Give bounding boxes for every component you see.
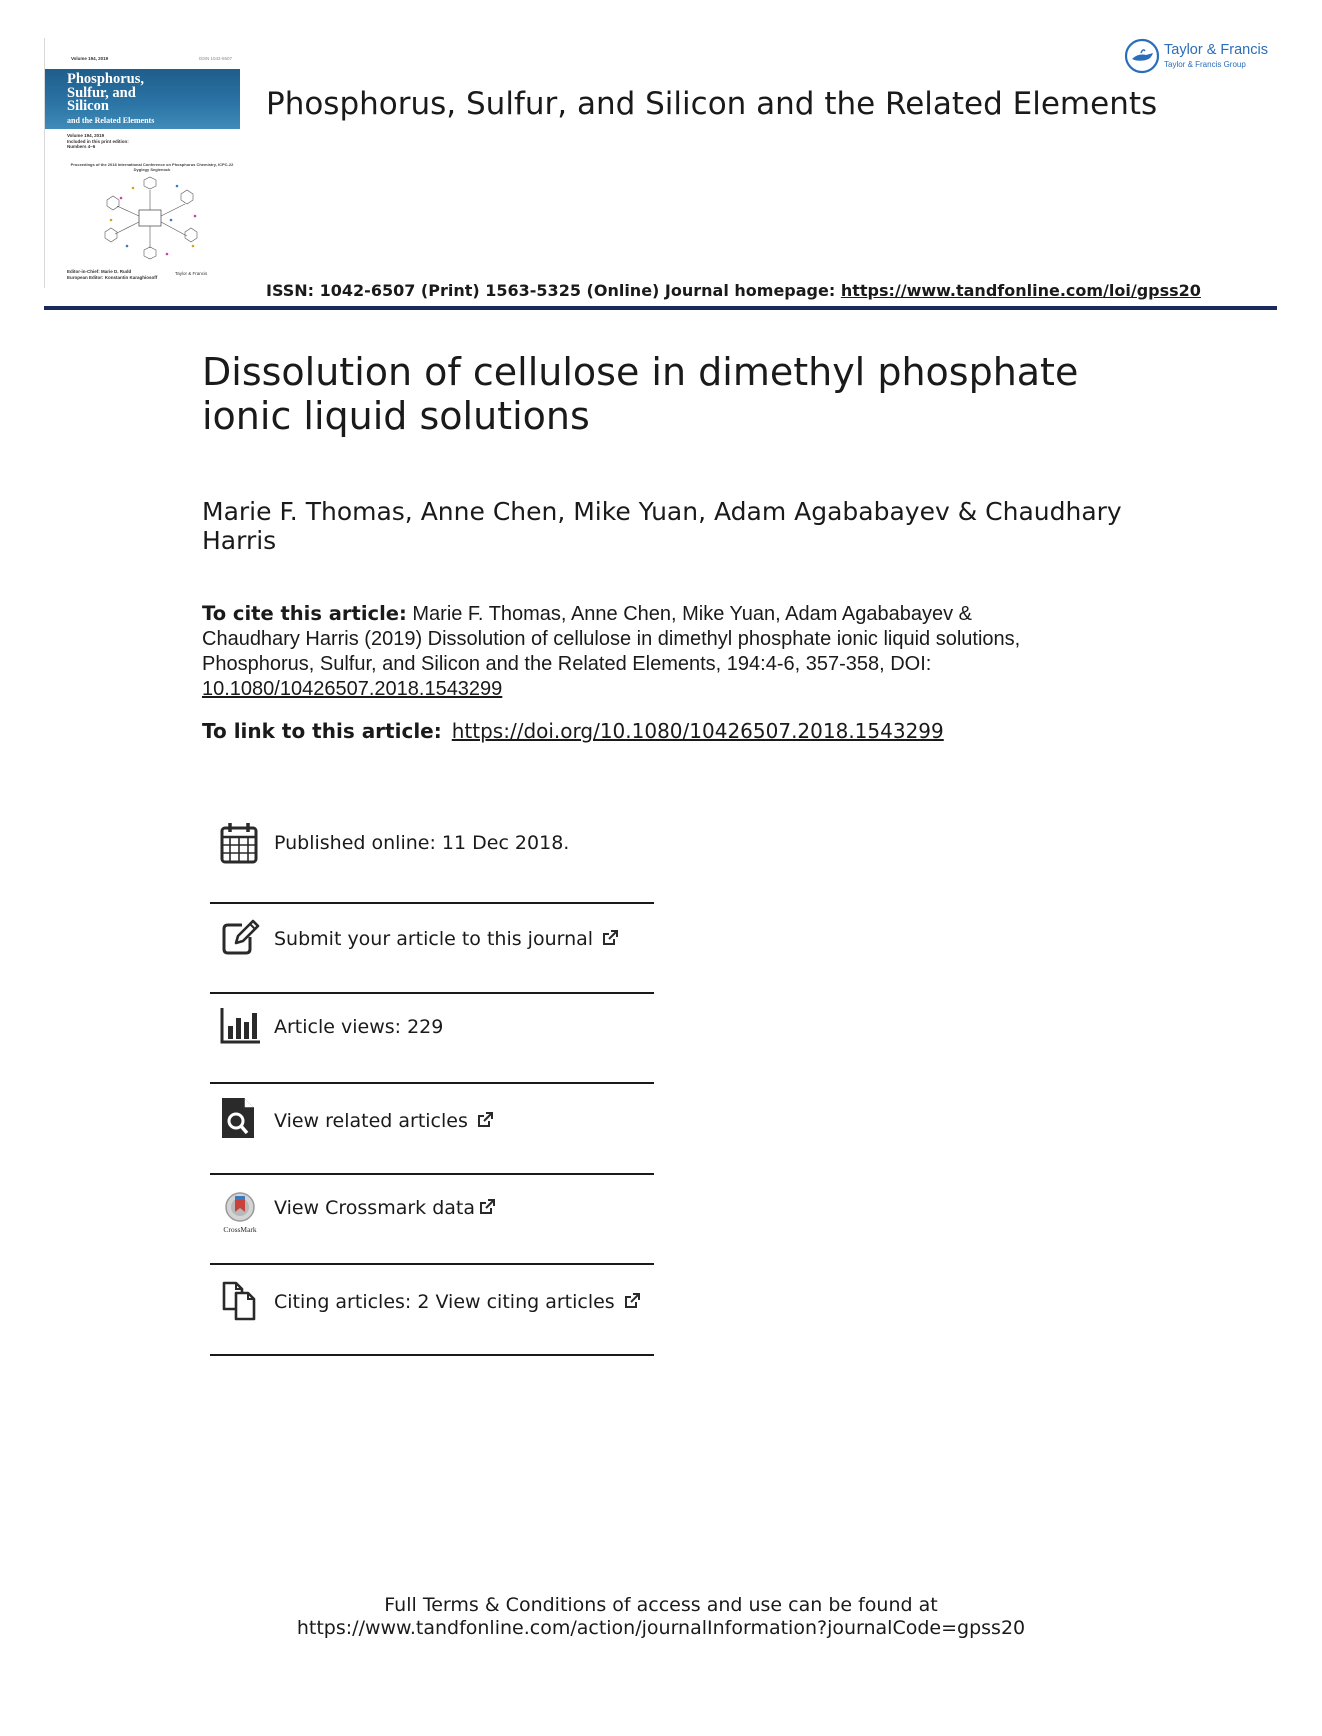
crossmark-row[interactable] [210, 1175, 654, 1265]
citing-articles-text[interactable]: Citing articles: 2 View citing articles [274, 1291, 615, 1313]
citation-doi-link[interactable]: 10.1080/10426507.2018.1543299 [202, 678, 503, 700]
cover-editor-line: Editor-in-Chief: Marie D. Rudd [67, 269, 132, 274]
cover-title-band [45, 69, 240, 129]
cover-proceedings [67, 162, 237, 172]
issn-text: ISSN: 1042-6507 (Print) 1563-5325 (Online) Journal homepage: [266, 281, 841, 300]
citation-text: Phosphorus, Sulfur, and Silicon and the Related Elements, 194:4-6, 357-358, DOI: [202, 653, 932, 675]
article-doi-url-link[interactable]: https://doi.org/10.1080/10426507.2018.1543299 [451, 719, 944, 743]
taylor-francis-logo [1124, 36, 1284, 76]
cover-volume-info-line: Included in this print edition: [67, 138, 129, 144]
crossmark-logo-text: CrossMark [223, 1225, 257, 1234]
bar-chart-icon [220, 1004, 260, 1048]
journal-name: Phosphorus, Sulfur, and Silicon and the Related Elements [266, 86, 1158, 122]
taylor-francis-lamp-icon [1124, 38, 1160, 74]
article-link-label: To link to this article: [202, 719, 442, 743]
citation-block [202, 601, 1102, 702]
citation-text: Marie F. Thomas, Anne Chen, Mike Yuan, Adam Agababayev & [406, 603, 972, 625]
cover-volume-info [67, 133, 129, 150]
authors-line: Marie F. Thomas, Anne Chen, Mike Yuan, Adam Agababayev & Chaudhary [202, 497, 1122, 526]
cover-title [67, 73, 144, 114]
external-link-icon [478, 1198, 496, 1216]
authors-line: Harris [202, 526, 277, 555]
cover-volume-info-line: Numbers 4–6 [67, 144, 96, 149]
cover-editors [67, 269, 157, 280]
article-link-line [202, 719, 944, 743]
taylor-francis-logo-name: Taylor & Francis [1164, 42, 1268, 58]
journal-cover-thumbnail [44, 38, 240, 288]
documents-copy-icon [220, 1277, 260, 1321]
cover-volume-info-line: Volume 194, 2019 [67, 133, 105, 138]
external-link-icon [476, 1111, 494, 1129]
article-authors [202, 497, 1122, 555]
published-online-text: Published online: 11 Dec 2018. [274, 832, 570, 854]
submit-article-row[interactable] [210, 904, 654, 994]
header-divider [44, 306, 1277, 310]
cover-title-line: Silicon [67, 98, 109, 114]
article-title [202, 350, 1102, 438]
document-search-icon [220, 1096, 260, 1140]
cover-editor-line: European Editor: Konstantin Karaghiosoff [67, 274, 158, 280]
cover-proceedings-line: Proceedings of the 2018 International Conference on Phosphorus Chemistry, ICPC-22 [70, 162, 234, 167]
cover-publisher-mark: Taylor & Francis [175, 271, 208, 276]
crossmark-icon [220, 1191, 260, 1235]
submit-article-text[interactable]: Submit your article to this journal [274, 928, 594, 950]
citing-articles-row[interactable] [210, 1265, 654, 1356]
article-views-text: Article views: 229 [274, 1016, 444, 1038]
edit-pencil-icon [220, 915, 260, 959]
citation-text: Chaudhary Harris (2019) Dissolution of cellulose in dimethyl phosphate ionic liquid solutions, [202, 628, 1021, 650]
terms-footer-line: Full Terms & Conditions of access and use can be found at [384, 1594, 938, 1616]
calendar-icon [220, 822, 260, 866]
cover-issn: ISSN 1042-6507 [198, 56, 232, 61]
article-title-line: ionic liquid solutions [202, 394, 590, 438]
article-views-row [210, 994, 654, 1084]
related-articles-text[interactable]: View related articles [274, 1110, 468, 1132]
cover-volume-line [71, 56, 232, 61]
crossmark-text[interactable]: View Crossmark data [274, 1197, 476, 1219]
related-articles-row[interactable] [210, 1084, 654, 1175]
issn-line [266, 281, 1201, 300]
terms-footer-url[interactable]: https://www.tandfonline.com/action/journalInformation?journalCode=gpss20 [296, 1617, 1026, 1639]
citation-label: To cite this article: [202, 602, 407, 625]
article-title-line: Dissolution of cellulose in dimethyl phosphate [202, 350, 1079, 394]
external-link-icon [601, 929, 619, 947]
journal-homepage-link[interactable]: https://www.tandfonline.com/loi/gpss20 [840, 281, 1201, 300]
article-info-list [210, 815, 654, 1356]
cover-title-line: Phosphorus, [67, 71, 144, 87]
cover-title-line: Sulfur, and [67, 84, 136, 101]
cover-subtitle: and the Related Elements [67, 116, 155, 125]
published-online-row [210, 815, 654, 904]
terms-footer [0, 1594, 1322, 1640]
taylor-francis-logo-group: Taylor & Francis Group [1164, 60, 1246, 69]
cover-reaction-scheme-figure [97, 176, 207, 266]
cover-proceedings-line: Dyglegy Seglenock [133, 167, 171, 172]
cover-volume-text: Volume 194, 2019 [71, 56, 109, 61]
external-link-icon [623, 1292, 641, 1310]
